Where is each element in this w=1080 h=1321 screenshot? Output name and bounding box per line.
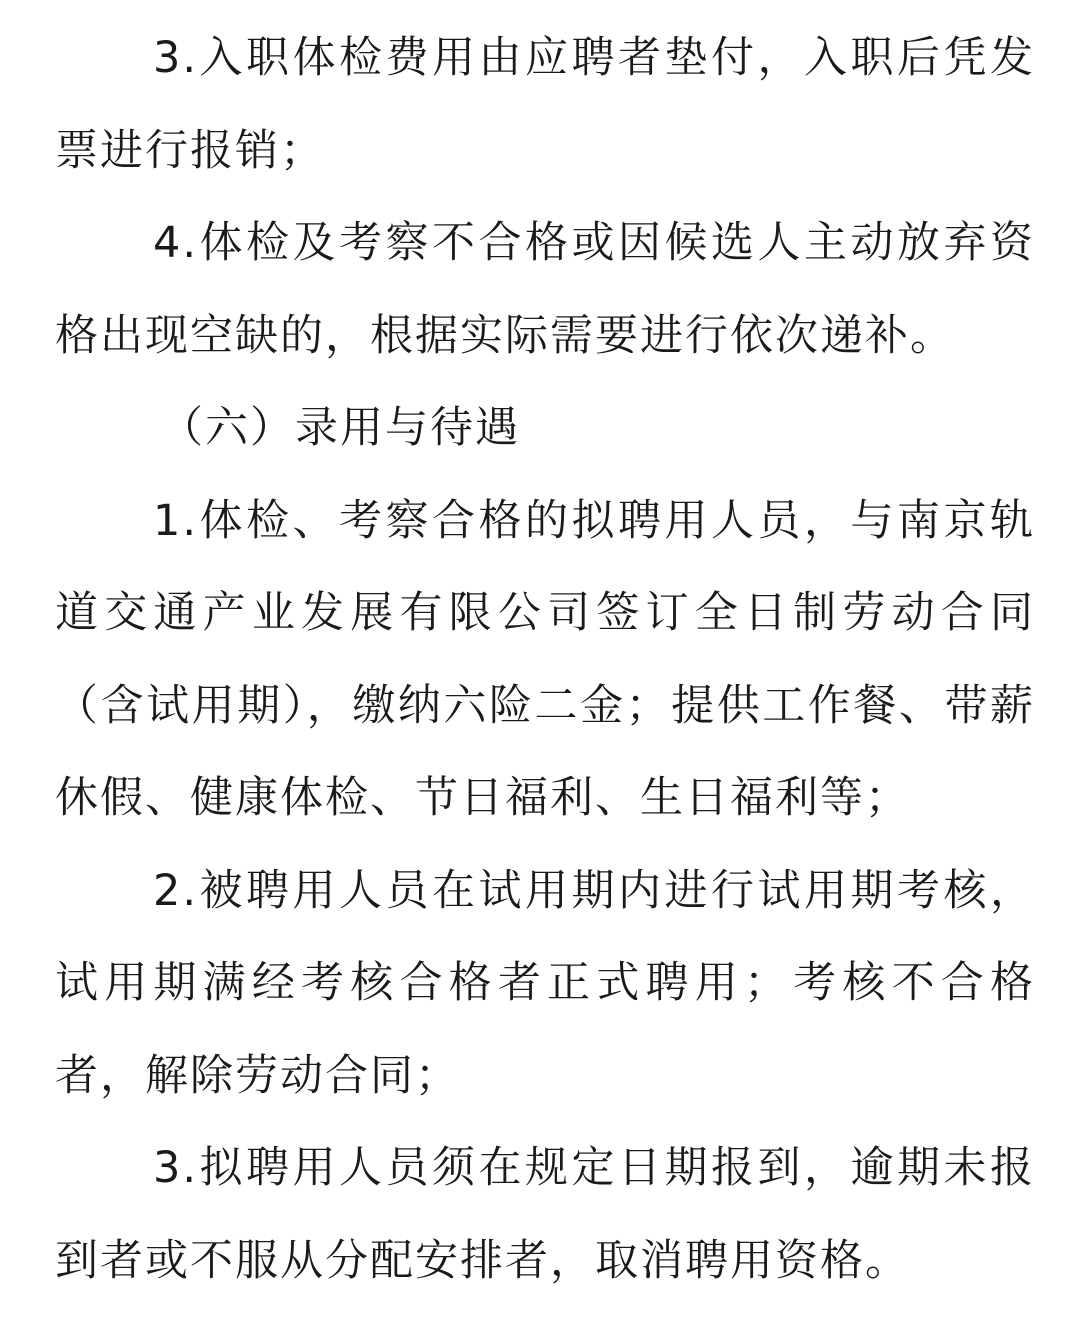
- paragraph-medical-fee: 3.入职体检费用由应聘者垫付，入职后凭发票进行报销；: [55, 33, 1035, 176]
- paragraph-vacancy-fill: 4.体检及考察不合格或因候选人主动放弃资格出现空缺的，根据实际需要进行依次递补。: [55, 218, 1035, 361]
- paragraph-contract-benefits: 1.体检、考察合格的拟聘用人员，与南京轨道交通产业发展有限公司签订全日制劳动合同（含试用期），缴纳六险二金；提供工作餐、带薪休假、健康体检、节日福利、生日福利等；: [55, 495, 1035, 823]
- paragraph-probation: 2.被聘用人员在试用期内进行试用期考核，试用期满经考核合格者正式聘用；考核不合格者，解除劳动合同；: [55, 865, 1035, 1101]
- document-body: [55, 12, 1035, 1307]
- paragraph-report-deadline: 3.拟聘用人员须在规定日期报到，逾期未报到者或不服从分配安排者，取消聘用资格。: [55, 1143, 1035, 1286]
- section-heading-employment: （六）录用与待遇: [160, 403, 520, 453]
